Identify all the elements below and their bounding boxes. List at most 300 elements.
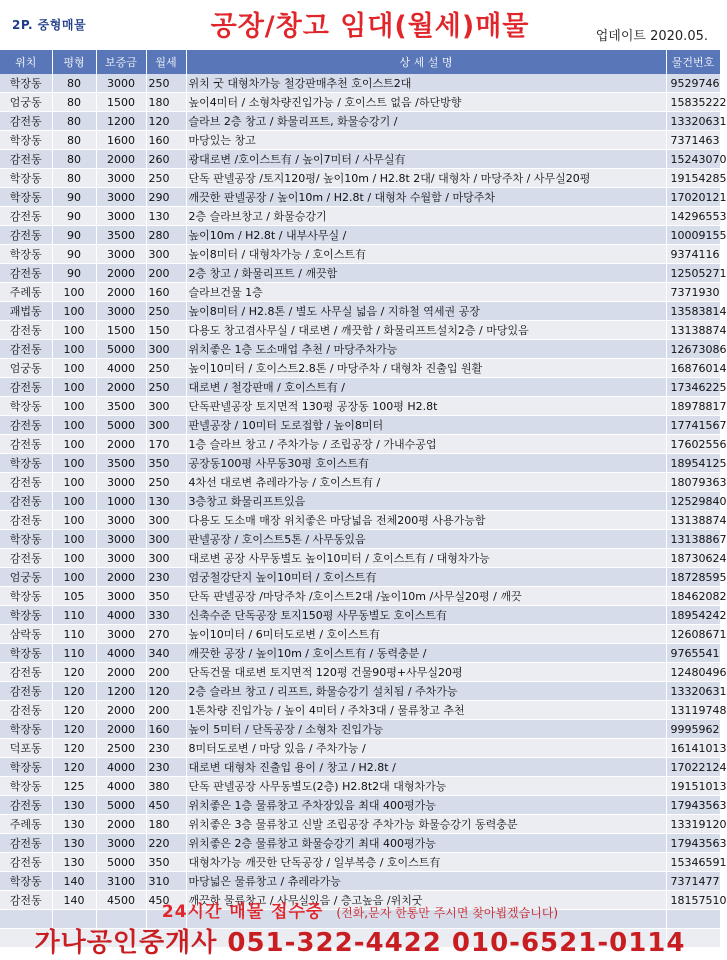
cell-listing-no: 17943563	[666, 796, 720, 815]
cell-listing-no: 9529746	[666, 74, 720, 93]
cell-area: 100	[52, 473, 96, 492]
table-row	[0, 834, 720, 853]
cell-listing-no: 17346225	[666, 378, 720, 397]
table-row	[0, 112, 720, 131]
cell-rent: 130	[146, 207, 186, 226]
cell-location: 엄궁동	[0, 93, 52, 112]
cell-area: 90	[52, 264, 96, 283]
cell-deposit: 5000	[96, 853, 146, 872]
cell-deposit: 3000	[96, 625, 146, 644]
cell-location: 감전동	[0, 796, 52, 815]
cell-listing-no: 13138874	[666, 511, 720, 530]
table-row	[0, 169, 720, 188]
cell-location: 학장동	[0, 454, 52, 473]
cell-description: 2층 슬라브 창고 / 리프트, 화물승강기 설치됨 / 주차가능	[186, 682, 666, 701]
cell-deposit: 3500	[96, 397, 146, 416]
cell-listing-no: 17741567	[666, 416, 720, 435]
cell-listing-no: 17020121	[666, 188, 720, 207]
table-row	[0, 245, 720, 264]
cell-description: 공장동100평 사무동30평 호이스트有	[186, 454, 666, 473]
cell-description: 대로변 공장 사무동별도 높이10미터 / 호이스트有 / 대형차가능	[186, 549, 666, 568]
cell-location: 학장동	[0, 872, 52, 891]
cell-listing-no: 10009155	[666, 226, 720, 245]
cell-location: 주례동	[0, 815, 52, 834]
cell-area: 80	[52, 93, 96, 112]
cell-listing-no: 12608671	[666, 625, 720, 644]
cell-area: 90	[52, 245, 96, 264]
table-row	[0, 739, 720, 758]
table-row	[0, 853, 720, 872]
cell-area: 110	[52, 625, 96, 644]
cell-deposit: 2000	[96, 264, 146, 283]
cell-deposit: 3000	[96, 74, 146, 93]
table-row	[0, 150, 720, 169]
cell-location: 감전동	[0, 207, 52, 226]
cell-rent: 340	[146, 644, 186, 663]
table-row	[0, 625, 720, 644]
cell-listing-no: 14296553	[666, 207, 720, 226]
cell-rent: 250	[146, 378, 186, 397]
col-header-location: 위치	[0, 50, 52, 74]
cell-description: 마당넓은 물류창고 / 츄레라가능	[186, 872, 666, 891]
cell-deposit: 1500	[96, 93, 146, 112]
cell-deposit: 2000	[96, 435, 146, 454]
cell-rent: 220	[146, 834, 186, 853]
cell-location: 감전동	[0, 834, 52, 853]
cell-area: 120	[52, 739, 96, 758]
cell-area: 130	[52, 834, 96, 853]
cell-description: 단독 판넬공장 /토지120평/ 높이10m / H2.8t 2대/ 대형차 / 마당주차 / 사무실20평	[186, 169, 666, 188]
cell-deposit: 3000	[96, 302, 146, 321]
cell-rent: 230	[146, 568, 186, 587]
cell-area: 80	[52, 74, 96, 93]
cell-location: 학장동	[0, 530, 52, 549]
cell-description: 1층 슬라브 창고 / 주차가능 / 조립공장 / 가내수공업	[186, 435, 666, 454]
cell-deposit: 2000	[96, 701, 146, 720]
cell-listing-no: 13119748	[666, 701, 720, 720]
cell-deposit: 4000	[96, 644, 146, 663]
cell-description: 깨끗한 판넬공장 / 높이10m / H2.8t / 대형차 수월함 / 마당주차	[186, 188, 666, 207]
cell-rent: 270	[146, 625, 186, 644]
table-row	[0, 568, 720, 587]
page-label: 2P. 중형매물	[12, 18, 87, 32]
cell-listing-no: 15835222	[666, 93, 720, 112]
cell-location: 감전동	[0, 663, 52, 682]
cell-deposit: 2000	[96, 378, 146, 397]
cell-deposit: 4500	[96, 891, 146, 910]
cell-location: 감전동	[0, 853, 52, 872]
cell-area: 130	[52, 853, 96, 872]
cell-location: 감전동	[0, 226, 52, 245]
cell-rent: 160	[146, 720, 186, 739]
cell-listing-no: 17943563	[666, 834, 720, 853]
cell-description: 다용도 창고겸사무실 / 대로변 / 깨끗함 / 화물리프트설치2층 / 마당있음	[186, 321, 666, 340]
cell-area: 125	[52, 777, 96, 796]
cell-description: 광대로변 /호이스트有 / 높이7미터 / 사무실有	[186, 150, 666, 169]
cell-location: 학장동	[0, 587, 52, 606]
col-header-listing-no: 물건번호	[666, 50, 720, 74]
cell-area: 130	[52, 815, 96, 834]
cell-location: 주례동	[0, 283, 52, 302]
cell-location: 학장동	[0, 644, 52, 663]
table-row	[0, 758, 720, 777]
cell-description: 엄궁철강단지 높이10미터 / 호이스트有	[186, 568, 666, 587]
cell-deposit: 4000	[96, 758, 146, 777]
cell-location: 학장동	[0, 169, 52, 188]
cell-location: 괘법동	[0, 302, 52, 321]
table-row	[0, 701, 720, 720]
cell-description: 신축수준 단독공장 토지150평 사무동별도 호이스트有	[186, 606, 666, 625]
cell-rent: 450	[146, 796, 186, 815]
table-row	[0, 340, 720, 359]
cell-area: 100	[52, 416, 96, 435]
cell-description: 위치좋은 1층 도소매업 추천 / 마당주차가능	[186, 340, 666, 359]
cell-deposit: 5000	[96, 416, 146, 435]
table-row	[0, 720, 720, 739]
cell-area: 90	[52, 207, 96, 226]
cell-rent: 330	[146, 606, 186, 625]
table-row	[0, 397, 720, 416]
cell-listing-no: 17022124	[666, 758, 720, 777]
table-row	[0, 549, 720, 568]
cell-deposit: 3000	[96, 549, 146, 568]
cell-location: 감전동	[0, 511, 52, 530]
cell-location: 감전동	[0, 891, 52, 910]
cell-deposit: 4000	[96, 359, 146, 378]
table-header-row	[0, 50, 720, 74]
cell-rent: 200	[146, 701, 186, 720]
cell-description: 깨끗한 공장 / 높이10m / 호이스트有 / 동력충분 /	[186, 644, 666, 663]
cell-description: 슬라브 2층 창고 / 화물리프트, 화물승강기 /	[186, 112, 666, 131]
cell-area: 120	[52, 682, 96, 701]
cell-deposit: 3000	[96, 188, 146, 207]
cell-listing-no: 7371463	[666, 131, 720, 150]
cell-area: 140	[52, 891, 96, 910]
table-row	[0, 815, 720, 834]
col-header-rent: 월세	[146, 50, 186, 74]
cell-deposit: 3000	[96, 511, 146, 530]
cell-description: 높이4미터 / 소형차량진입가능 / 호이스트 없음 /하단방향	[186, 93, 666, 112]
cell-listing-no: 19151013	[666, 777, 720, 796]
table-body	[0, 74, 727, 948]
cell-rent: 300	[146, 397, 186, 416]
table-row	[0, 473, 720, 492]
table-row	[0, 416, 720, 435]
table-row	[0, 226, 720, 245]
listing-table	[0, 50, 727, 948]
cell-listing-no: 18978817	[666, 397, 720, 416]
cell-deposit: 2000	[96, 150, 146, 169]
cell-deposit: 2000	[96, 283, 146, 302]
table-row	[0, 587, 720, 606]
cell-deposit: 4000	[96, 606, 146, 625]
cell-location: 감전동	[0, 340, 52, 359]
cell-deposit: 4000	[96, 777, 146, 796]
cell-location: 학장동	[0, 758, 52, 777]
cell-rent: 120	[146, 682, 186, 701]
cell-location: 학장동	[0, 606, 52, 625]
cell-location: 학장동	[0, 74, 52, 93]
cell-location: 감전동	[0, 549, 52, 568]
cell-description: 2층 창고 / 화물리프트 / 깨끗함	[186, 264, 666, 283]
cell-area: 100	[52, 397, 96, 416]
cell-listing-no: 13320631	[666, 112, 720, 131]
cell-deposit: 3000	[96, 473, 146, 492]
table-row	[0, 93, 720, 112]
cell-rent: 300	[146, 549, 186, 568]
cell-rent: 260	[146, 150, 186, 169]
cell-rent: 250	[146, 359, 186, 378]
cell-listing-no: 12480496	[666, 663, 720, 682]
cell-location: 엄궁동	[0, 359, 52, 378]
cell-description: 단독 판넬공장 /마당주차 /호이스트2대 /높이10m /사무실20평 / 깨끗	[186, 587, 666, 606]
cell-area: 120	[52, 720, 96, 739]
cell-deposit: 1200	[96, 682, 146, 701]
cell-area: 100	[52, 340, 96, 359]
cell-rent: 200	[146, 264, 186, 283]
cell-area: 80	[52, 131, 96, 150]
cell-rent: 250	[146, 74, 186, 93]
cell-area: 140	[52, 872, 96, 891]
cell-listing-no: 7371930	[666, 283, 720, 302]
table-row	[0, 131, 720, 150]
cell-rent: 180	[146, 815, 186, 834]
col-header-area: 평형	[52, 50, 96, 74]
cell-location: 덕포동	[0, 739, 52, 758]
cell-listing-no: 13583814	[666, 302, 720, 321]
cell-listing-no: 16876014	[666, 359, 720, 378]
cell-area: 100	[52, 492, 96, 511]
cell-area: 100	[52, 511, 96, 530]
cell-rent: 180	[146, 93, 186, 112]
cell-deposit: 2000	[96, 568, 146, 587]
col-header-deposit: 보증금	[96, 50, 146, 74]
cell-location: 학장동	[0, 245, 52, 264]
cell-area: 120	[52, 701, 96, 720]
cell-rent: 230	[146, 739, 186, 758]
cell-rent: 170	[146, 435, 186, 454]
cell-description: 높이10m / H2.8t / 내부사무실 /	[186, 226, 666, 245]
cell-deposit: 5000	[96, 796, 146, 815]
cell-deposit: 3000	[96, 587, 146, 606]
cell-rent: 250	[146, 473, 186, 492]
table-row	[0, 777, 720, 796]
cell-listing-no: 18728595	[666, 568, 720, 587]
cell-area: 100	[52, 530, 96, 549]
cell-area: 80	[52, 169, 96, 188]
cell-area: 100	[52, 549, 96, 568]
cell-deposit: 3000	[96, 207, 146, 226]
cell-area: 100	[52, 568, 96, 587]
cell-description: 위치좋은 1층 물류창고 주차장있음 최대 400평가능	[186, 796, 666, 815]
cell-listing-no: 12529840	[666, 492, 720, 511]
table-row	[0, 663, 720, 682]
cell-listing-no: 13319120	[666, 815, 720, 834]
table-row	[0, 207, 720, 226]
cell-rent: 250	[146, 302, 186, 321]
cell-description: 단독판넬공장 토지면적 130평 공장동 100평 H2.8t	[186, 397, 666, 416]
table-row	[0, 530, 720, 549]
cell-rent: 300	[146, 511, 186, 530]
cell-listing-no: 15243070	[666, 150, 720, 169]
cell-location: 감전동	[0, 682, 52, 701]
footer-notice-main: 24시간 매물 접수중	[161, 902, 324, 922]
cell-location: 학장동	[0, 188, 52, 207]
cell-rent: 300	[146, 340, 186, 359]
cell-listing-no: 18730624	[666, 549, 720, 568]
table-row	[0, 188, 720, 207]
table-row	[0, 283, 720, 302]
table-row	[0, 644, 720, 663]
cell-location: 엄궁동	[0, 568, 52, 587]
cell-location: 감전동	[0, 473, 52, 492]
cell-area: 100	[52, 359, 96, 378]
cell-location: 감전동	[0, 321, 52, 340]
cell-rent: 130	[146, 492, 186, 511]
cell-area: 100	[52, 302, 96, 321]
cell-rent: 310	[146, 872, 186, 891]
cell-area: 100	[52, 378, 96, 397]
cell-description: 높이 5미터 / 단독공장 / 소형차 진입가능	[186, 720, 666, 739]
cell-rent: 350	[146, 454, 186, 473]
cell-area: 105	[52, 587, 96, 606]
cell-location: 삼락동	[0, 625, 52, 644]
cell-location: 감전동	[0, 264, 52, 283]
cell-description: 대로변 대형차 진출입 용이 / 창고 / H2.8t /	[186, 758, 666, 777]
cell-location: 감전동	[0, 416, 52, 435]
cell-area: 130	[52, 796, 96, 815]
cell-rent: 120	[146, 112, 186, 131]
cell-area: 100	[52, 321, 96, 340]
cell-description: 8미터도로변 / 마당 있음 / 주차가능 /	[186, 739, 666, 758]
cell-listing-no: 18462082	[666, 587, 720, 606]
cell-deposit: 3100	[96, 872, 146, 891]
cell-area: 110	[52, 606, 96, 625]
cell-rent: 300	[146, 530, 186, 549]
cell-rent: 350	[146, 587, 186, 606]
table-row	[0, 492, 720, 511]
cell-location: 학장동	[0, 397, 52, 416]
cell-deposit: 3000	[96, 834, 146, 853]
table-row	[0, 359, 720, 378]
cell-listing-no: 19154285	[666, 169, 720, 188]
table-row	[0, 454, 720, 473]
page-header	[0, 0, 720, 50]
cell-area: 120	[52, 663, 96, 682]
footer-contact: 가나공인중개사 051-322-4422 010-6521-0114	[34, 928, 686, 958]
cell-description: 1톤차량 진입가능 / 높이 4미터 / 주차3대 / 물류창고 추천	[186, 701, 666, 720]
cell-listing-no: 7371477	[666, 872, 720, 891]
col-header-description: 상 세 설 명	[186, 50, 666, 74]
cell-location: 감전동	[0, 701, 52, 720]
cell-rent: 350	[146, 853, 186, 872]
cell-description: 대형차가능 깨끗한 단독공장 / 일부복층 / 호이스트有	[186, 853, 666, 872]
cell-area: 80	[52, 112, 96, 131]
cell-description: 깨끗한 물류창고 / 사무실있음 / 층고높음 /위치굿	[186, 891, 666, 910]
cell-description: 높이8미터 / 대형차가능 / 호이스트有	[186, 245, 666, 264]
cell-deposit: 1000	[96, 492, 146, 511]
cell-listing-no: 12505271	[666, 264, 720, 283]
cell-deposit: 3500	[96, 454, 146, 473]
cell-location: 학장동	[0, 777, 52, 796]
cell-rent: 380	[146, 777, 186, 796]
cell-listing-no: 13138867	[666, 530, 720, 549]
cell-description: 2층 슬라브창고 / 화물승강기	[186, 207, 666, 226]
cell-listing-no: 13138874	[666, 321, 720, 340]
cell-location: 감전동	[0, 378, 52, 397]
table-row	[0, 321, 720, 340]
cell-description: 단독건물 대로변 토지면적 120평 건물90평+사무실20평	[186, 663, 666, 682]
cell-description: 다용도 도소매 매장 위치좋은 마당넓음 전체200평 사용가능함	[186, 511, 666, 530]
cell-description: 높이10미터 / 6미터도로변 / 호이스트有	[186, 625, 666, 644]
cell-listing-no: 12673086	[666, 340, 720, 359]
cell-listing-no: 18954242	[666, 606, 720, 625]
cell-location: 감전동	[0, 492, 52, 511]
cell-deposit: 3500	[96, 226, 146, 245]
cell-description: 높이8미터 / H2.8톤 / 별도 사무실 넓음 / 지하철 역세권 공장	[186, 302, 666, 321]
cell-deposit: 3000	[96, 169, 146, 188]
cell-rent: 250	[146, 169, 186, 188]
table-row	[0, 264, 720, 283]
cell-deposit: 3000	[96, 530, 146, 549]
cell-description: 슬라브건물 1층	[186, 283, 666, 302]
cell-listing-no: 18079363	[666, 473, 720, 492]
cell-listing-no: 13320631	[666, 682, 720, 701]
cell-location: 감전동	[0, 435, 52, 454]
cell-description: 위치좋은 3층 물류창고 신발 조립공장 주차가능 화물승강기 동력충분	[186, 815, 666, 834]
cell-description: 위치 굿 대형차가능 철강판매추천 호이스트2대	[186, 74, 666, 93]
cell-description: 판넬공장 / 호이스트5톤 / 사무동있음	[186, 530, 666, 549]
cell-deposit: 2000	[96, 815, 146, 834]
cell-area: 90	[52, 226, 96, 245]
listing-table-wrap	[0, 50, 727, 948]
cell-area: 80	[52, 150, 96, 169]
table-row	[0, 511, 720, 530]
cell-deposit: 1500	[96, 321, 146, 340]
cell-rent: 230	[146, 758, 186, 777]
cell-description: 단독 판넬공장 사무동별도(2층) H2.8t2대 대형차가능	[186, 777, 666, 796]
cell-description: 높이10미터 / 호이스트2.8톤 / 마당주차 / 대형차 진출입 원활	[186, 359, 666, 378]
table-row	[0, 378, 720, 397]
cell-listing-no: 18157510	[666, 891, 720, 910]
cell-listing-no: 17602556	[666, 435, 720, 454]
cell-description: 마당있는 창고	[186, 131, 666, 150]
cell-deposit: 1200	[96, 112, 146, 131]
cell-area: 90	[52, 188, 96, 207]
cell-rent: 150	[146, 321, 186, 340]
cell-area: 100	[52, 435, 96, 454]
cell-listing-no: 9374116	[666, 245, 720, 264]
cell-area: 120	[52, 758, 96, 777]
cell-listing-no: 15346591	[666, 853, 720, 872]
cell-description: 4차선 대로변 츄레라가능 / 호이스트有 /	[186, 473, 666, 492]
footer-notice	[0, 897, 720, 922]
table-row	[0, 606, 720, 625]
page-title: 공장/창고 임대(월세)매물	[210, 11, 530, 42]
cell-location: 감전동	[0, 150, 52, 169]
cell-deposit: 2000	[96, 720, 146, 739]
table-row	[0, 872, 720, 891]
cell-area: 110	[52, 644, 96, 663]
cell-deposit: 5000	[96, 340, 146, 359]
cell-description: 대로변 / 철강판매 / 호이스트有 /	[186, 378, 666, 397]
cell-deposit: 3000	[96, 245, 146, 264]
cell-area: 100	[52, 454, 96, 473]
cell-deposit: 2000	[96, 663, 146, 682]
cell-description: 판넬공장 / 10미터 도로접함 / 높이8미터	[186, 416, 666, 435]
cell-description: 위치좋은 2층 물류창고 화물승강기 최대 400평가능	[186, 834, 666, 853]
table-row	[0, 796, 720, 815]
